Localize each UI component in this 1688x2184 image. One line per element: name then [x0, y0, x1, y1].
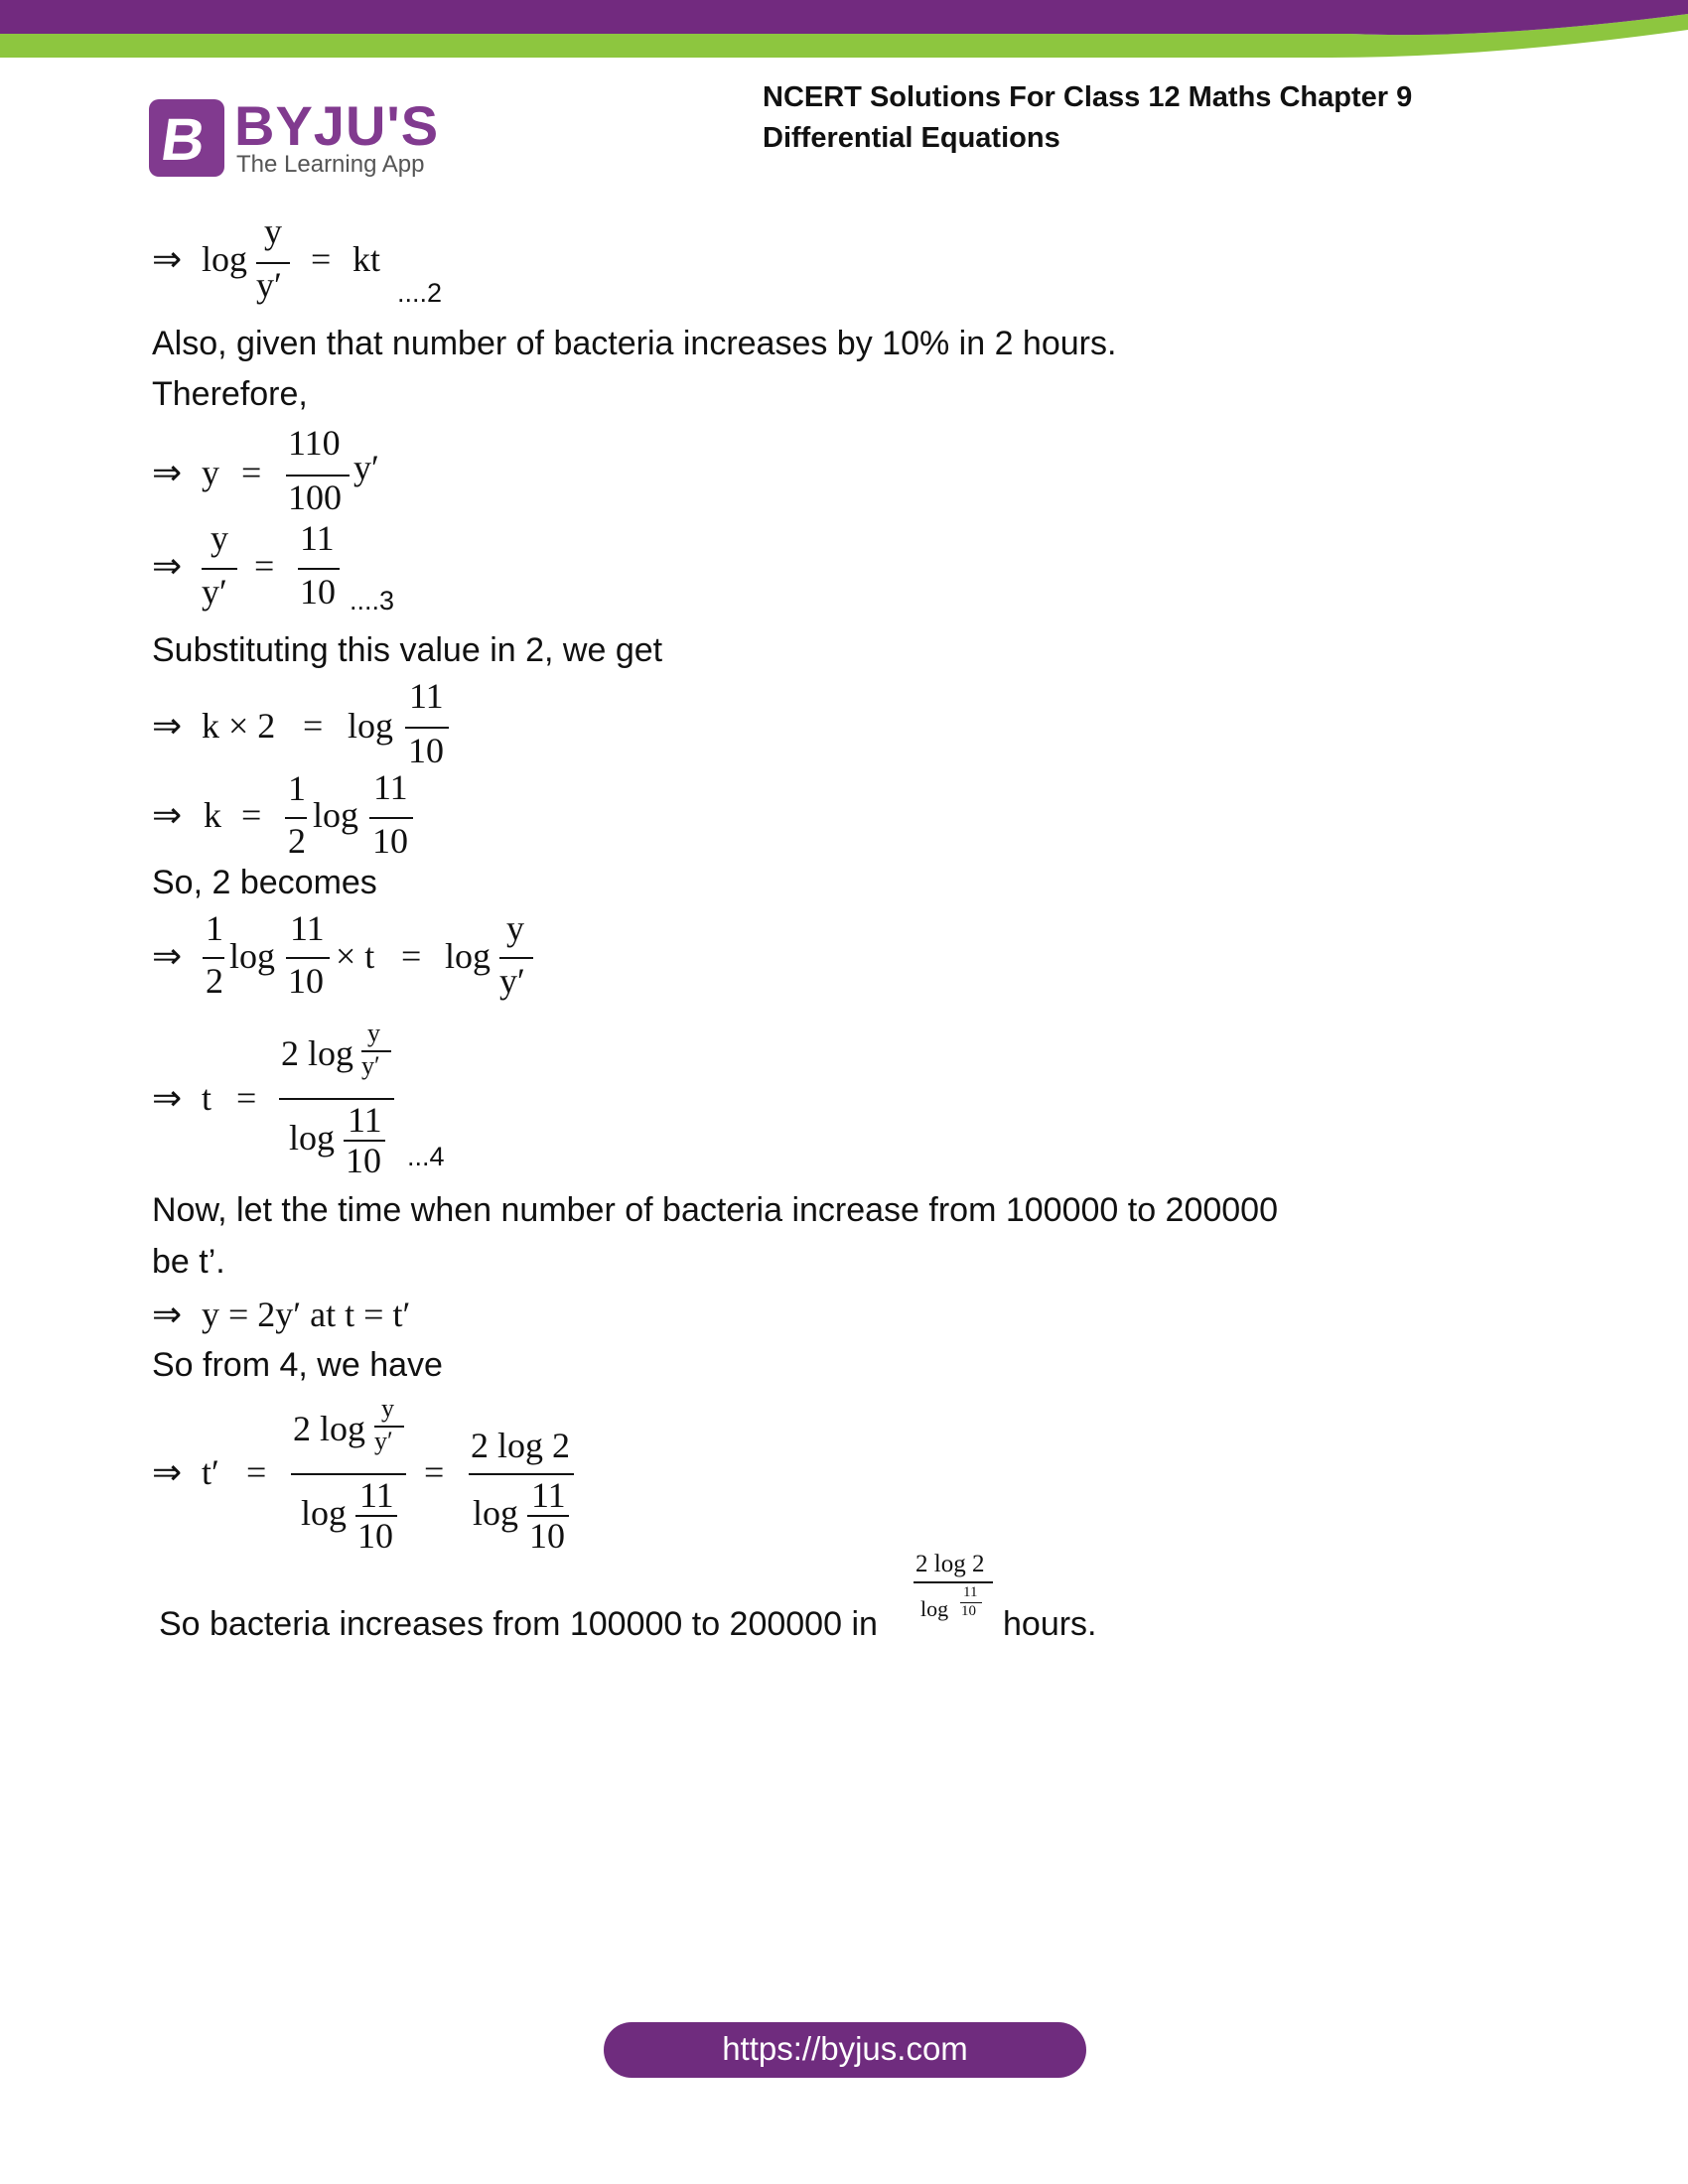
implies-arrow: ⇒	[152, 706, 183, 746]
implies-arrow: ⇒	[152, 239, 183, 279]
equals: =	[424, 1452, 445, 1492]
brand-tagline: The Learning App	[236, 151, 425, 178]
denominator: 100	[288, 478, 342, 517]
numerator-log: 2 log	[293, 1409, 366, 1448]
times-t: × t	[336, 936, 375, 976]
numerator: 1	[288, 768, 306, 808]
fraction-bar	[202, 568, 237, 570]
logo-letter: B	[157, 106, 211, 173]
lhs: k	[204, 795, 221, 835]
equals: =	[401, 936, 422, 976]
numerator: 11	[300, 518, 335, 558]
inline-log: log	[920, 1596, 949, 1621]
inline-inner-denominator: 10	[961, 1603, 976, 1619]
equals: =	[311, 239, 332, 279]
inline-inner-numerator: 11	[963, 1584, 978, 1600]
implies-arrow: ⇒	[152, 1078, 183, 1118]
inner-numerator: 11	[359, 1475, 394, 1515]
lhs: y	[202, 453, 219, 492]
denominator: 2	[206, 961, 223, 1001]
inline-fraction-bar	[914, 1581, 993, 1583]
log-text: log	[445, 936, 492, 976]
log-text: log	[202, 239, 248, 279]
equals: =	[254, 546, 275, 586]
inner-denominator: y′	[361, 1051, 380, 1080]
denominator: y′	[499, 961, 525, 1001]
numerator: 11	[409, 676, 444, 716]
implies-arrow: ⇒	[152, 795, 183, 835]
factor: y′	[353, 448, 379, 487]
inner-denominator: 10	[357, 1516, 393, 1556]
page-title	[763, 77, 1412, 159]
fraction-bar	[286, 957, 330, 959]
equals: =	[241, 795, 262, 835]
brand-name: BYJU'S	[234, 94, 440, 157]
paragraph-6: be t’.	[152, 1243, 225, 1281]
numerator-log: 2 log	[281, 1033, 354, 1073]
denominator: 10	[300, 572, 336, 612]
implies-arrow: ⇒	[152, 1452, 183, 1492]
numerator: y	[264, 211, 282, 251]
denominator: y′	[202, 572, 227, 612]
fraction-bar	[298, 568, 340, 570]
numerator: 11	[290, 908, 325, 948]
denominator-log: log	[473, 1493, 519, 1533]
equals: =	[246, 1452, 267, 1492]
inner-denominator: y′	[374, 1427, 393, 1455]
inner-numerator: y	[367, 1019, 380, 1047]
inner-numerator: 11	[348, 1100, 382, 1140]
denominator: 2	[288, 821, 306, 861]
equals: =	[241, 453, 262, 492]
numerator: y	[506, 908, 524, 948]
implies-arrow: ⇒	[152, 936, 183, 976]
equation-label: ....3	[350, 586, 395, 615]
byjus-logo[interactable]	[149, 94, 447, 181]
numerator: 110	[288, 423, 341, 463]
log-text: log	[348, 706, 394, 746]
denominator: 10	[372, 821, 408, 861]
denominator: 10	[288, 961, 324, 1001]
footer-link[interactable]	[604, 2022, 1086, 2078]
denominator-log: log	[289, 1118, 336, 1158]
condition: y = 2y′ at t = t′	[202, 1295, 411, 1334]
paragraph-3: Substituting this value in 2, we get	[152, 631, 663, 669]
numerator: 11	[373, 767, 408, 807]
inner-numerator: y	[381, 1394, 394, 1423]
equals: =	[236, 1078, 257, 1118]
fraction-bar	[369, 817, 413, 819]
inline-numerator: 2 log 2	[915, 1551, 985, 1577]
paragraph-7: So from 4, we have	[152, 1346, 443, 1384]
paragraph-5: Now, let the time when number of bacteria increase from 100000 to 200000	[152, 1191, 1279, 1229]
footer-url[interactable]: https://byjus.com	[722, 2030, 968, 2067]
inner-numerator: 11	[531, 1475, 566, 1515]
denominator: 10	[408, 731, 444, 770]
implies-arrow: ⇒	[152, 1295, 183, 1334]
lhs: t	[202, 1078, 212, 1118]
lhs: k × 2	[202, 706, 276, 746]
fraction-bar	[499, 957, 533, 959]
log-text: log	[313, 795, 359, 835]
equation-label: ...4	[407, 1142, 445, 1171]
title-line-1: NCERT Solutions For Class 12 Maths Chapter 9	[763, 81, 1413, 113]
fraction-bar	[203, 957, 224, 959]
inner-denominator: 10	[346, 1141, 381, 1180]
fraction-bar	[405, 727, 449, 729]
numerator: 2 log 2	[471, 1426, 571, 1465]
paragraph-2: Therefore,	[152, 375, 308, 413]
logo-mark	[149, 99, 224, 177]
equation-label: ....2	[397, 278, 443, 308]
paragraph-4: So, 2 becomes	[152, 864, 377, 901]
numerator: y	[211, 518, 228, 558]
implies-arrow: ⇒	[152, 453, 183, 492]
implies-arrow: ⇒	[152, 546, 183, 586]
denominator: y′	[256, 265, 282, 305]
fraction-bar	[285, 817, 307, 819]
equals: =	[303, 706, 324, 746]
numerator: 1	[206, 908, 223, 948]
paragraph-1: Also, given that number of bacteria increases by 10% in 2 hours.	[152, 325, 1117, 362]
denominator-log: log	[301, 1493, 348, 1533]
conclusion-text: So bacteria increases from 100000 to 200000 in	[159, 1605, 878, 1643]
rhs: kt	[352, 239, 381, 279]
lhs: t′	[202, 1452, 219, 1492]
title-line-2: Differential Equations	[763, 122, 1060, 154]
top-banner	[0, 0, 1688, 60]
conclusion-unit: hours.	[1003, 1605, 1097, 1643]
log-text: log	[229, 936, 276, 976]
inner-denominator: 10	[529, 1516, 565, 1556]
